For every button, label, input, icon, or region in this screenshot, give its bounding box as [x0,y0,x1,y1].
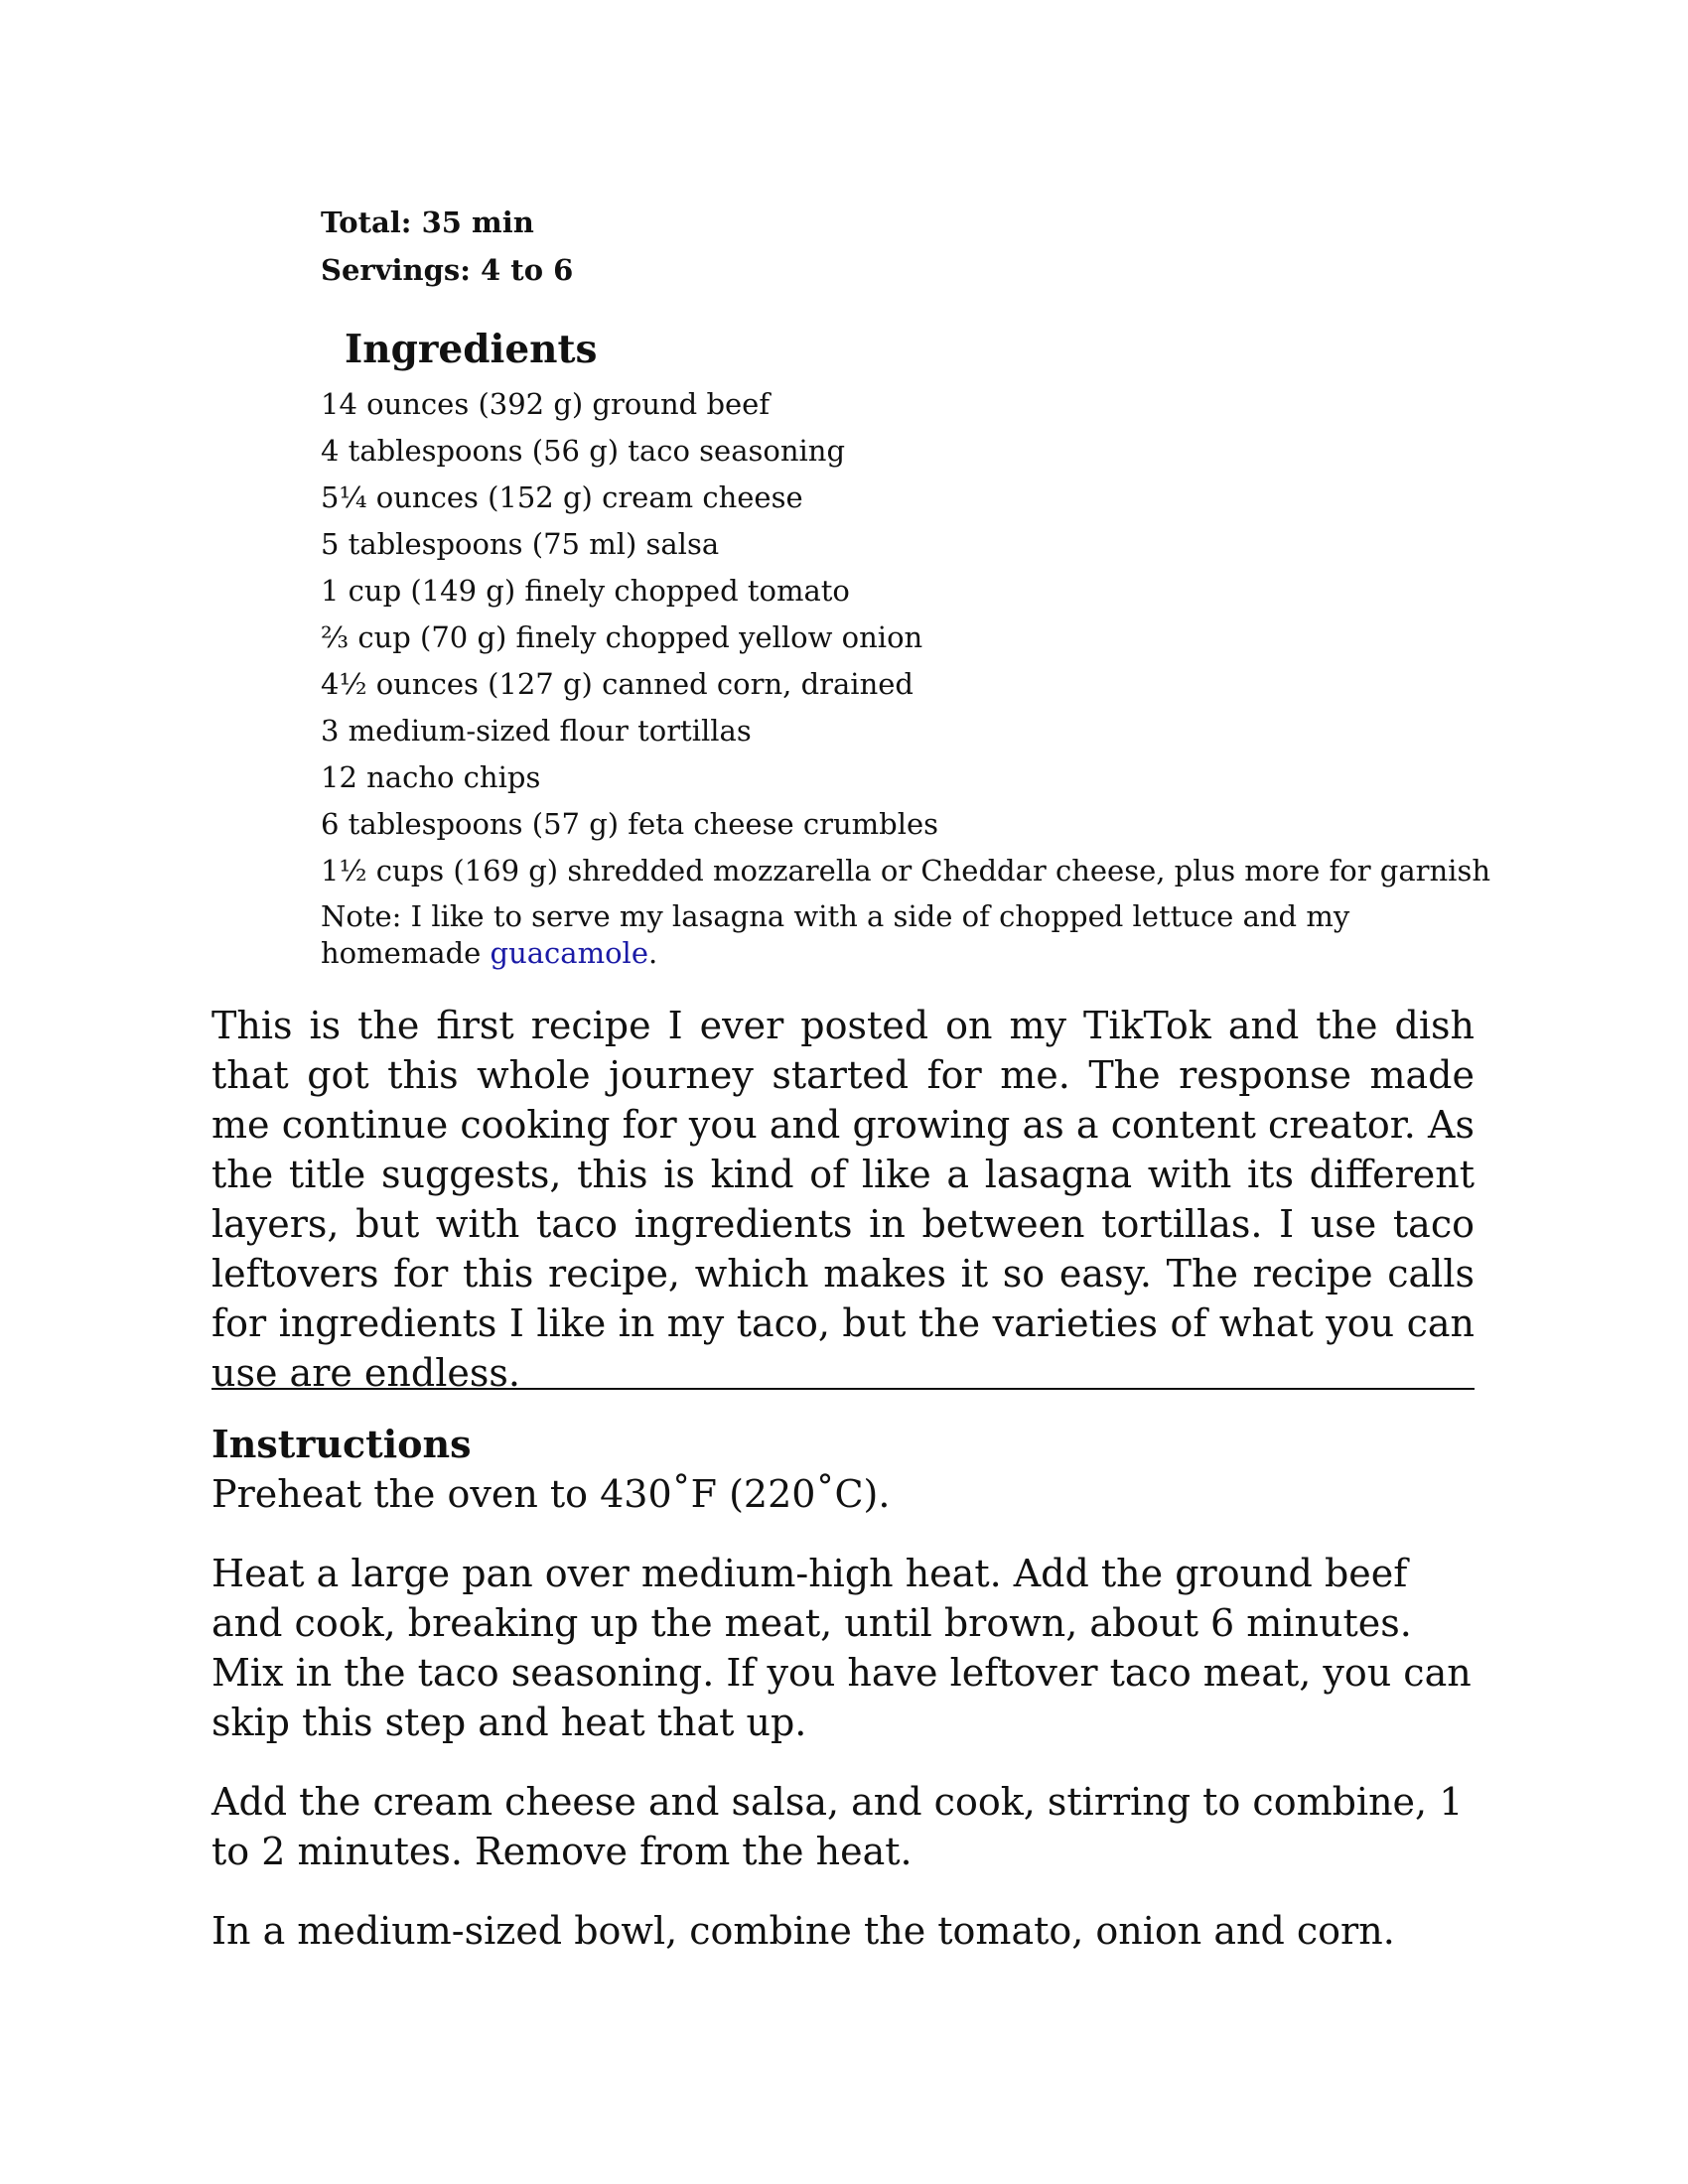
instructions-heading: Instructions [211,1422,472,1466]
ingredient-item: ⅔ cup (70 g) finely chopped yellow onion [321,620,923,654]
guacamole-link[interactable]: guacamole [490,936,648,970]
ingredient-item: 5 tablespoons (75 ml) salsa [321,527,720,561]
ingredient-item: 6 tablespoons (57 g) feta cheese crumbles [321,807,939,841]
ingredient-item: 3 medium-sized flour tortillas [321,714,752,748]
instructions-section [211,1420,1475,1985]
instruction-step: Add the cream cheese and salsa, and cook, stirring to combine, 1 to 2 minutes. Remove from the heat. [211,1780,1464,1873]
ingredient-list [321,381,1490,894]
recipe-meta [321,199,1463,294]
ingredient-item: 4½ ounces (127 g) canned corn, drained [321,667,914,701]
note-text: Note: I like to serve my lasagna with a side of chopped lettuce and my homemade [321,899,1350,970]
servings: Servings: 4 to 6 [321,253,574,287]
section-divider [211,1388,1475,1390]
intro-paragraph: This is the first recipe I ever posted on my TikTok and the dish that got this whole journey started for me. The response made me continue cooking for you and growing as a content creator. As the title suggests, this is kind of like a lasagna with its different layers, but with taco ingredients in between tortillas. I use taco leftovers for this recipe, which makes it so easy. The recipe calls for ingredients I like in my taco, but the varieties of what you can use are endless. [211,1004,1475,1395]
ingredients-heading: Ingredients [345,327,598,372]
serving-note [321,898,1473,972]
instruction-step: Preheat the oven to 430˚F (220˚C). [211,1472,891,1516]
ingredient-item: 12 nacho chips [321,760,541,794]
ingredient-item: 1½ cups (169 g) shredded mozzarella or Cheddar cheese, plus more for garnish [321,854,1490,887]
note-end: . [648,936,658,970]
total-time: Total: 35 min [321,205,534,239]
instruction-step: In a medium-sized bowl, combine the tomato, onion and corn. [211,1909,1395,1953]
ingredient-item: 4 tablespoons (56 g) taco seasoning [321,434,846,468]
ingredient-item: 14 ounces (392 g) ground beef [321,387,771,421]
instruction-step: Heat a large pan over medium-high heat. Add the ground beef and cook, breaking up the meat, until brown, about 6 minutes. Mix in the taco seasoning. If you have leftover taco meat, you can skip this step and heat that up. [211,1552,1472,1744]
ingredients-section [321,322,1490,972]
ingredient-item: 5¼ ounces (152 g) cream cheese [321,480,803,514]
ingredient-item: 1 cup (149 g) finely chopped tomato [321,574,850,608]
